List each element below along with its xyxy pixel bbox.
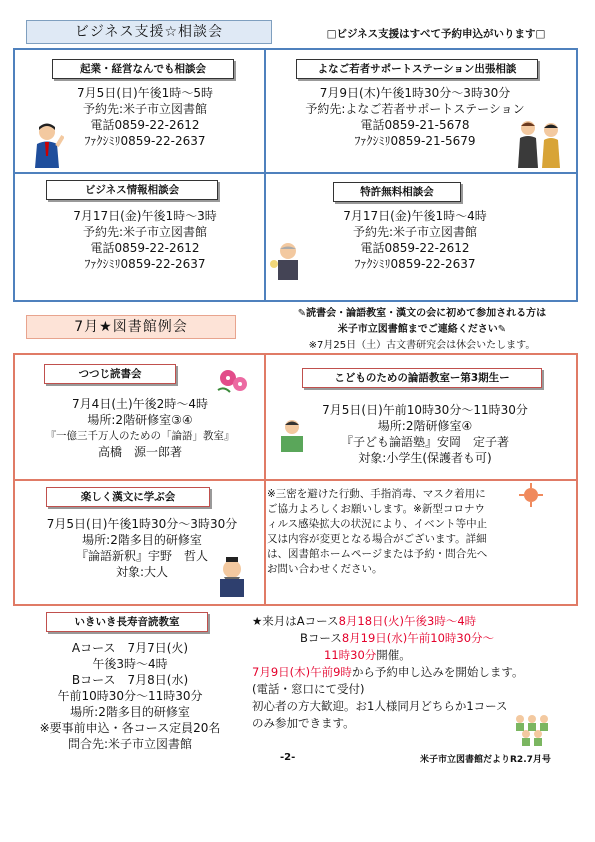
library-cell-1-info: 7月4日(土)午後2時～4時 場所:2階研修室③④ 『一億三千万人のための「論語」教室』 高橋 源一郎著 — [45, 397, 235, 459]
library-cell-2-title: こどものための論語教室ー第3期生ー — [302, 368, 542, 388]
reading-group-illustration — [510, 712, 554, 748]
covid-notice: ※三密を避けた行動、手指消毒、マスク着用にご協力よろしくお願いします。※新型コロナウィルス感染拡大の状況により、イベント等中止又は内容が変更となる場合がございます。詳細は、図書館ホームページまたは予約・問合先へお問い合わせください。 — [267, 487, 489, 585]
library-cell-4-title: いきいき長寿音読教室 — [46, 612, 208, 632]
business-cell-1-info: 7月5日(日)午後1時～5時 予約先:米子市立図書館 電話0859-22-2612 ﾌｧｸｼﾐﾘ0859-22-2637 — [77, 86, 213, 148]
businessman-illustration — [30, 122, 64, 168]
next-month-info: ★来月はAコース8月18日(火)午後3時～4時 Bコース8月19日(水)午前10時30分～ 11時30分開催。 7月9日(木)午前9時から予約申し込みを開始します。 (電話・窓口にて受付) 初心者の方大歓迎。お1人様同月どちらか1コース のみ参加できます。 — [252, 614, 524, 730]
business-cell-2-title: よなご若者サポートステーション出張相談 — [296, 59, 538, 79]
library-notice-line1: ✎読書会・論語教室・漢文の会に初めて参加される方は — [297, 308, 547, 319]
azalea-flower-illustration — [214, 366, 254, 396]
business-cell-4-info: 7月17日(金)午後1時～4時 予約先:米子市立図書館 電話0859-22-2612 ﾌｧｸｼﾐﾘ0859-22-2637 — [343, 209, 487, 271]
library-cell-1-title: つつじ読書会 — [44, 364, 176, 384]
child-reading-illustration — [277, 418, 307, 454]
library-notice-line3: ※7月25日（土）古文書研究会は休会いたします。 — [308, 340, 536, 351]
confucius-illustration — [212, 555, 252, 597]
library-cell-2-info: 7月5日(日)午前10時30分～11時30分 場所:2階研修室④ 『子ども論語塾』安岡 定子著 対象:小学生(保護者も可) — [322, 403, 528, 465]
business-cell-3-title: ビジネス情報相談会 — [46, 180, 218, 200]
business-cell-1-title: 起業・経営なんでも相談会 — [52, 59, 234, 79]
library-cell-3-info: 7月5日(日)午後1時30分～3時30分 場所:2階多目的研修室 『論語新釈』宇野 哲人 対象:大人 — [46, 517, 238, 579]
library-section-title: 7月★図書館例会 — [26, 315, 236, 339]
page-number: -2- — [280, 752, 296, 763]
business-cell-2-info: 7月9日(木)午後1時30分～3時30分 予約先:よなご若者サポートステーション 電話0859-21-5678 ﾌｧｸｼﾐﾘ0859-21-5679 — [305, 86, 525, 148]
elderly-man-illustration — [268, 240, 302, 280]
business-section-title: ビジネス支援☆相談会 — [26, 20, 272, 44]
business-cell-3-info: 7月17日(金)午後1時～3時 予約先:米子市立図書館 電話0859-22-2612 ﾌｧｸｼﾐﾘ0859-22-2637 — [73, 209, 217, 271]
business-cell-4-title: 特許無料相談会 — [333, 182, 461, 202]
business-reservation-notice: □ビジネス支援はすべて予約申込がいります□ — [326, 28, 546, 40]
business-team-illustration — [514, 118, 566, 168]
newsletter-issue: 米子市立図書館だよりR2.7月号 — [420, 755, 551, 765]
library-notice-line2: 米子市立図書館までご連絡ください✎ — [337, 324, 507, 335]
library-cell-3-title: 楽しく漢文に学ぶ会 — [46, 487, 210, 507]
library-cell-4-info: Aコース 7月7日(火) 午後3時～4時 Bコース 7月8日(水) 午前10時30分～11時30分 場所:2階多目的研修室 ※要事前申込・各コース定員20名 問合先:米子市立図書館 — [39, 641, 221, 751]
virus-illustration — [518, 482, 544, 508]
